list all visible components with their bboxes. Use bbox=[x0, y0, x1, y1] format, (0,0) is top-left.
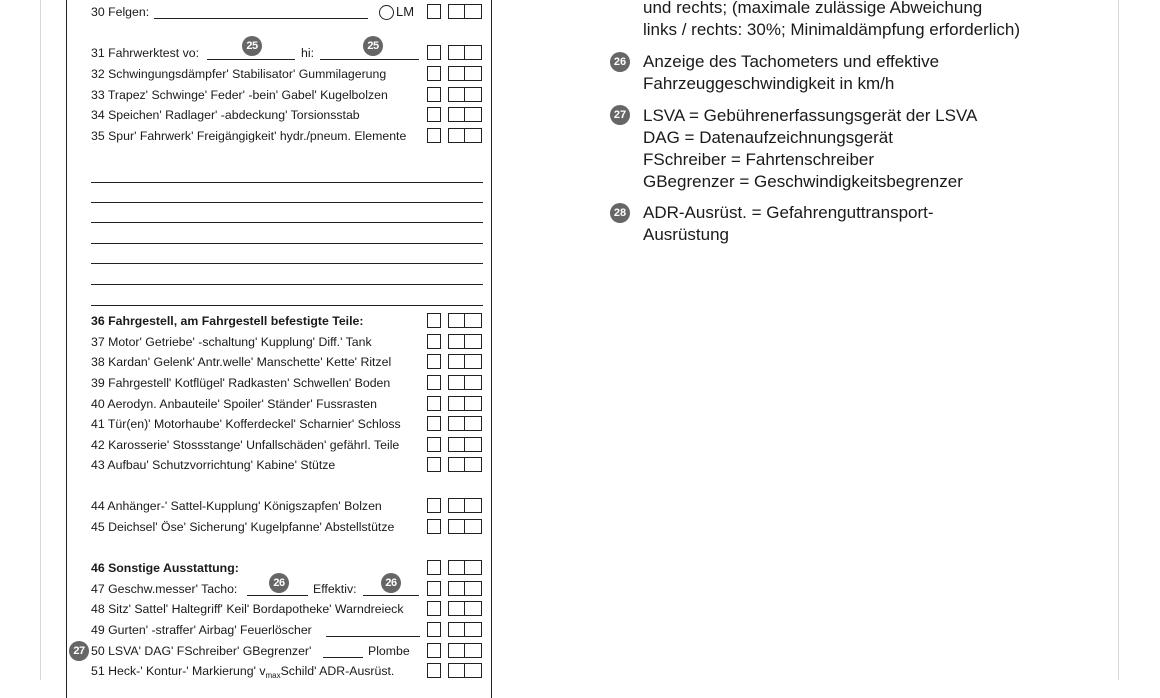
checkbox-3[interactable] bbox=[464, 334, 482, 349]
checkbox-2[interactable] bbox=[448, 66, 465, 81]
form-row-42 bbox=[91, 435, 489, 455]
blank-writing-line[interactable] bbox=[91, 222, 483, 223]
checkbox-2[interactable] bbox=[448, 622, 465, 637]
plombe-label: Plombe bbox=[368, 644, 410, 658]
row-label: 37 Motor' Getriebe' -schaltung' Kupplung' Diff.' Tank bbox=[91, 335, 372, 349]
checkbox-1[interactable] bbox=[427, 457, 441, 472]
checkbox-2[interactable] bbox=[448, 45, 465, 60]
checkbox-3[interactable] bbox=[464, 66, 482, 81]
row-label: 33 Trapez' Schwinge' Feder' -bein' Gabel' Kugelbolzen bbox=[91, 88, 388, 102]
row-label: 47 Geschw.messer' Tacho: bbox=[91, 582, 238, 596]
form-row-47 bbox=[91, 579, 489, 599]
form-row-30 bbox=[91, 2, 489, 22]
blank-writing-line[interactable] bbox=[91, 182, 483, 183]
checkbox-1[interactable] bbox=[427, 107, 441, 122]
row-label: 51 Heck-' Kontur-' Markierung' $v_{max}Schild'$ ADR-Ausrüst. bbox=[91, 664, 395, 680]
form-row-36 bbox=[91, 311, 489, 331]
checkbox-3[interactable] bbox=[464, 498, 482, 513]
row-label: 43 Aufbau' Schutzvorrichtung' Kabine' Stütze bbox=[91, 458, 336, 472]
checkbox-1[interactable] bbox=[427, 519, 441, 534]
note-26-line-1: Anzeige des Tachometers und effektive bbox=[643, 52, 940, 71]
form-row-41 bbox=[91, 414, 489, 434]
checkbox-3[interactable] bbox=[464, 4, 482, 19]
checkbox-1[interactable] bbox=[427, 601, 441, 616]
form-row-48 bbox=[91, 599, 489, 619]
checkbox-1[interactable] bbox=[427, 416, 441, 431]
section-heading: 36 Fahrgestell, am Fahrgestell befestigte Teile: bbox=[91, 314, 364, 328]
lm-option-circle[interactable] bbox=[379, 5, 394, 20]
row-label: 44 Anhänger-' Sattel-Kupplung' Königszapfen' Bolzen bbox=[91, 499, 382, 513]
checkbox-3[interactable] bbox=[464, 643, 482, 658]
plombe-input-line[interactable] bbox=[323, 657, 363, 658]
reference-badge-25: 25 bbox=[242, 36, 262, 56]
reference-badge-25: 25 bbox=[363, 36, 383, 56]
checkbox-2[interactable] bbox=[448, 354, 465, 369]
note-28-line-2: Ausrüstung bbox=[643, 225, 729, 244]
reference-badge-27: 27 bbox=[69, 641, 89, 661]
feuerloescher-input-line[interactable] bbox=[326, 636, 420, 637]
note-badge-27: 27 bbox=[610, 105, 630, 125]
checkbox-3[interactable] bbox=[464, 128, 482, 143]
form-row-32 bbox=[91, 64, 489, 84]
checkbox-3[interactable] bbox=[464, 663, 482, 678]
row-label: 50 LSVA' DAG' FSchreiber' GBegrenzer' bbox=[91, 644, 312, 658]
form-row-51 bbox=[91, 661, 489, 681]
row-label: 32 Schwingungsdämpfer' Stabilisator' Gummilagerung bbox=[91, 67, 387, 81]
checkbox-2[interactable] bbox=[448, 601, 465, 616]
checkbox-1[interactable] bbox=[427, 87, 441, 102]
checkbox-1[interactable] bbox=[427, 334, 441, 349]
checkbox-1[interactable] bbox=[427, 66, 441, 81]
row-label: 49 Gurten' -straffer' Airbag' Feuerlöscher bbox=[91, 623, 312, 637]
note-badge-28: 28 bbox=[610, 203, 630, 223]
checkbox-1[interactable] bbox=[427, 375, 441, 390]
checkbox-3[interactable] bbox=[464, 375, 482, 390]
checkbox-2[interactable] bbox=[448, 643, 465, 658]
blank-writing-line[interactable] bbox=[91, 284, 483, 285]
checkbox-2[interactable] bbox=[448, 581, 465, 596]
form-row-37 bbox=[91, 332, 489, 352]
checkbox-2[interactable] bbox=[448, 375, 465, 390]
form-row-35 bbox=[91, 126, 489, 146]
checkbox-2[interactable] bbox=[448, 396, 465, 411]
checkbox-1[interactable] bbox=[427, 622, 441, 637]
blank-writing-line[interactable] bbox=[91, 305, 483, 306]
note-text-top-2: links / rechts: 30%; Minimaldämpfung erforderlich) bbox=[643, 20, 1020, 39]
form-row-34 bbox=[91, 105, 489, 125]
hi-label: hi: bbox=[301, 46, 314, 60]
fahrwerktest-hi-line[interactable] bbox=[320, 59, 419, 60]
effektiv-input-line[interactable] bbox=[363, 595, 419, 596]
checkbox-2[interactable] bbox=[448, 334, 465, 349]
checkbox-1[interactable] bbox=[427, 498, 441, 513]
checkbox-3[interactable] bbox=[464, 396, 482, 411]
blank-writing-line[interactable] bbox=[91, 202, 483, 203]
row-label: 42 Karosserie' Stossstange' Unfallschäden' gefährl. Teile bbox=[91, 438, 400, 452]
checkbox-3[interactable] bbox=[464, 457, 482, 472]
row-label: 39 Fahrgestell' Kotflügel' Radkasten' Schwellen' Boden bbox=[91, 376, 391, 390]
row-label: 40 Aerodyn. Anbauteile' Spoiler' Ständer' Fussrasten bbox=[91, 397, 377, 411]
checkbox-1[interactable] bbox=[427, 437, 441, 452]
checkbox-2[interactable] bbox=[448, 87, 465, 102]
row-label: 45 Deichsel' Öse' Sicherung' Kugelpfanne' Abstellstütze bbox=[91, 520, 395, 534]
checkbox-2[interactable] bbox=[448, 416, 465, 431]
checkbox-1[interactable] bbox=[427, 581, 441, 596]
checkbox-2[interactable] bbox=[448, 437, 465, 452]
checkbox-2[interactable] bbox=[448, 457, 465, 472]
checkbox-3[interactable] bbox=[464, 313, 482, 328]
page-border-left bbox=[40, 0, 41, 680]
checkbox-1[interactable] bbox=[427, 313, 441, 328]
checkbox-2[interactable] bbox=[448, 498, 465, 513]
fahrwerktest-vo-line[interactable] bbox=[207, 59, 295, 60]
note-27-line-1: LSVA = Gebührenerfassungsgerät der LSVA bbox=[643, 106, 978, 125]
checkbox-1[interactable] bbox=[427, 560, 441, 575]
checkbox-3[interactable] bbox=[464, 622, 482, 637]
row-label: 41 Tür(en)' Motorhaube' Kofferdeckel' Scharnier' Schloss bbox=[91, 417, 401, 431]
row-label: 38 Kardan' Gelenk' Antr.welle' Manschette' Kette' Ritzel bbox=[91, 355, 392, 369]
checkbox-3[interactable] bbox=[464, 560, 482, 575]
tacho-input-line[interactable] bbox=[247, 595, 308, 596]
note-28-line-1: ADR-Ausrüst. = Gefahrenguttransport- bbox=[643, 203, 934, 222]
checkbox-2[interactable] bbox=[448, 107, 465, 122]
blank-writing-line[interactable] bbox=[91, 263, 483, 264]
checkbox-3[interactable] bbox=[464, 437, 482, 452]
checkbox-2[interactable] bbox=[448, 560, 465, 575]
section-heading: 46 Sonstige Ausstattung: bbox=[91, 561, 239, 575]
row-label: 31 Fahrwerktest vo: bbox=[91, 46, 199, 60]
checkbox-1[interactable] bbox=[427, 663, 441, 678]
row-label: 35 Spur' Fahrwerk' Freigängigkeit' hydr./pneum. Elemente bbox=[91, 129, 407, 143]
row-label: 30 Felgen: bbox=[91, 5, 150, 19]
form-row-43 bbox=[91, 455, 489, 475]
form-row-31 bbox=[91, 43, 489, 63]
reference-badge-26: 26 bbox=[269, 573, 289, 593]
checkbox-2[interactable] bbox=[448, 128, 465, 143]
form-row-45 bbox=[91, 517, 489, 537]
note-badge-26: 26 bbox=[610, 52, 630, 72]
checkbox-2[interactable] bbox=[448, 4, 465, 19]
form-row-38 bbox=[91, 352, 489, 372]
note-27-line-3: FSchreiber = Fahrtenschreiber bbox=[643, 150, 875, 169]
form-row-39 bbox=[91, 373, 489, 393]
checkbox-3[interactable] bbox=[464, 87, 482, 102]
checkbox-1[interactable] bbox=[427, 354, 441, 369]
form-row-33 bbox=[91, 85, 489, 105]
checkbox-1[interactable] bbox=[427, 4, 441, 19]
form-row-50 bbox=[91, 641, 489, 661]
effektiv-label: Effektiv: bbox=[313, 582, 357, 596]
checkbox-2[interactable] bbox=[448, 519, 465, 534]
checkbox-2[interactable] bbox=[448, 663, 465, 678]
checkbox-1[interactable] bbox=[427, 643, 441, 658]
page-border-right bbox=[1118, 0, 1119, 680]
checkbox-1[interactable] bbox=[427, 45, 441, 60]
form-row-46 bbox=[91, 558, 489, 578]
checkbox-2[interactable] bbox=[448, 313, 465, 328]
checkbox-3[interactable] bbox=[464, 354, 482, 369]
note-27-line-4: GBegrenzer = Geschwindigkeitsbegrenzer bbox=[643, 172, 963, 191]
checkbox-3[interactable] bbox=[464, 45, 482, 60]
note-26-line-2: Fahrzeuggeschwindigkeit in km/h bbox=[643, 74, 895, 93]
checkbox-3[interactable] bbox=[464, 581, 482, 596]
form-row-40 bbox=[91, 394, 489, 414]
checkbox-1[interactable] bbox=[427, 128, 441, 143]
row-label: 48 Sitz' Sattel' Haltegriff' Keil' Bordapotheke' Warndreieck bbox=[91, 602, 404, 616]
checkbox-3[interactable] bbox=[464, 416, 482, 431]
checkbox-3[interactable] bbox=[464, 519, 482, 534]
row-label: 34 Speichen' Radlager' -abdeckung' Torsionsstab bbox=[91, 108, 360, 122]
form-row-49 bbox=[91, 620, 489, 640]
blank-writing-line[interactable] bbox=[91, 243, 483, 244]
reference-badge-26: 26 bbox=[381, 573, 401, 593]
checkbox-1[interactable] bbox=[427, 396, 441, 411]
note-27-line-2: DAG = Datenaufzeichnungsgerät bbox=[643, 128, 893, 147]
note-text-top-1: und rechts; (maximale zulässige Abweichung bbox=[643, 0, 983, 17]
checkbox-3[interactable] bbox=[464, 601, 482, 616]
lm-label: LM bbox=[396, 4, 415, 19]
checkbox-3[interactable] bbox=[464, 107, 482, 122]
form-row-44 bbox=[91, 496, 489, 516]
felgen-input-line[interactable] bbox=[154, 18, 368, 19]
